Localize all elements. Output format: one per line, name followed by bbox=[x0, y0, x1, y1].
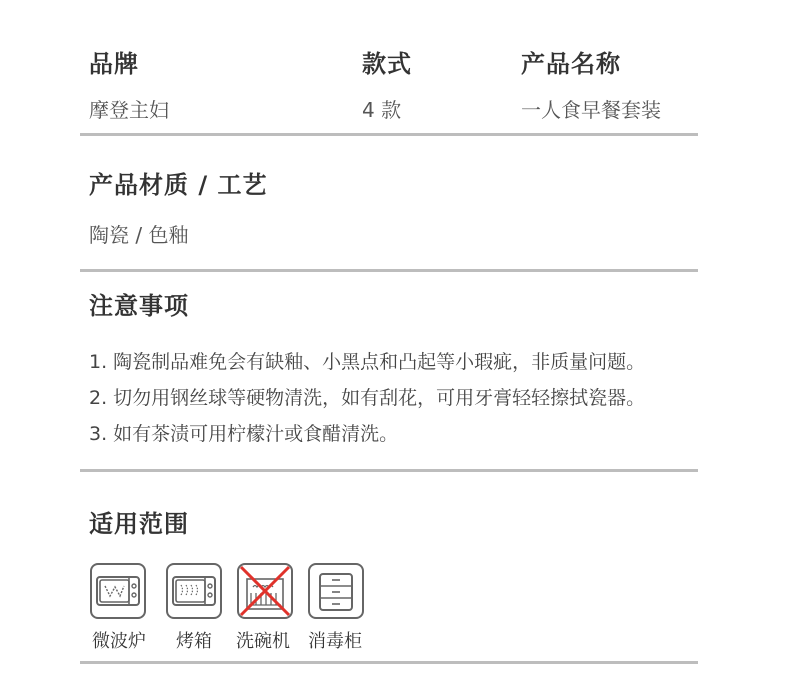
product-name-value: 一人食早餐套装 bbox=[521, 98, 661, 122]
usage-label-microwave: 微波炉 bbox=[92, 631, 146, 652]
note-item: 1. 陶瓷制品难免会有缺釉、小黑点和凸起等小瑕疵，非质量问题。 bbox=[89, 351, 646, 373]
usage-label: 适用范围 bbox=[89, 510, 189, 538]
product-name-label: 产品名称 bbox=[521, 50, 621, 78]
usage-label-sterilizer: 消毒柜 bbox=[308, 631, 362, 652]
divider bbox=[80, 469, 698, 472]
sterilizer-cabinet-icon bbox=[308, 563, 364, 619]
dishwasher-icon bbox=[237, 563, 293, 619]
material-label: 产品材质 / 工艺 bbox=[89, 171, 268, 199]
divider bbox=[80, 133, 698, 136]
notes-label: 注意事项 bbox=[89, 292, 189, 320]
usage-label-dishwasher: 洗碗机 bbox=[236, 631, 290, 652]
note-item: 3. 如有茶渍可用柠檬汁或食醋清洗。 bbox=[89, 423, 399, 445]
usage-label-oven: 烤箱 bbox=[176, 631, 212, 652]
divider bbox=[80, 269, 698, 272]
brand-label: 品牌 bbox=[89, 50, 139, 78]
brand-value: 摩登主妇 bbox=[89, 98, 169, 122]
divider bbox=[80, 661, 698, 664]
oven-icon bbox=[166, 563, 222, 619]
style-label: 款式 bbox=[362, 50, 412, 78]
material-value: 陶瓷 / 色釉 bbox=[89, 223, 189, 247]
microwave-icon bbox=[90, 563, 146, 619]
note-item: 2. 切勿用钢丝球等硬物清洗，如有刮花，可用牙膏轻轻擦拭瓷器。 bbox=[89, 387, 646, 409]
style-value: 4 款 bbox=[362, 98, 402, 122]
